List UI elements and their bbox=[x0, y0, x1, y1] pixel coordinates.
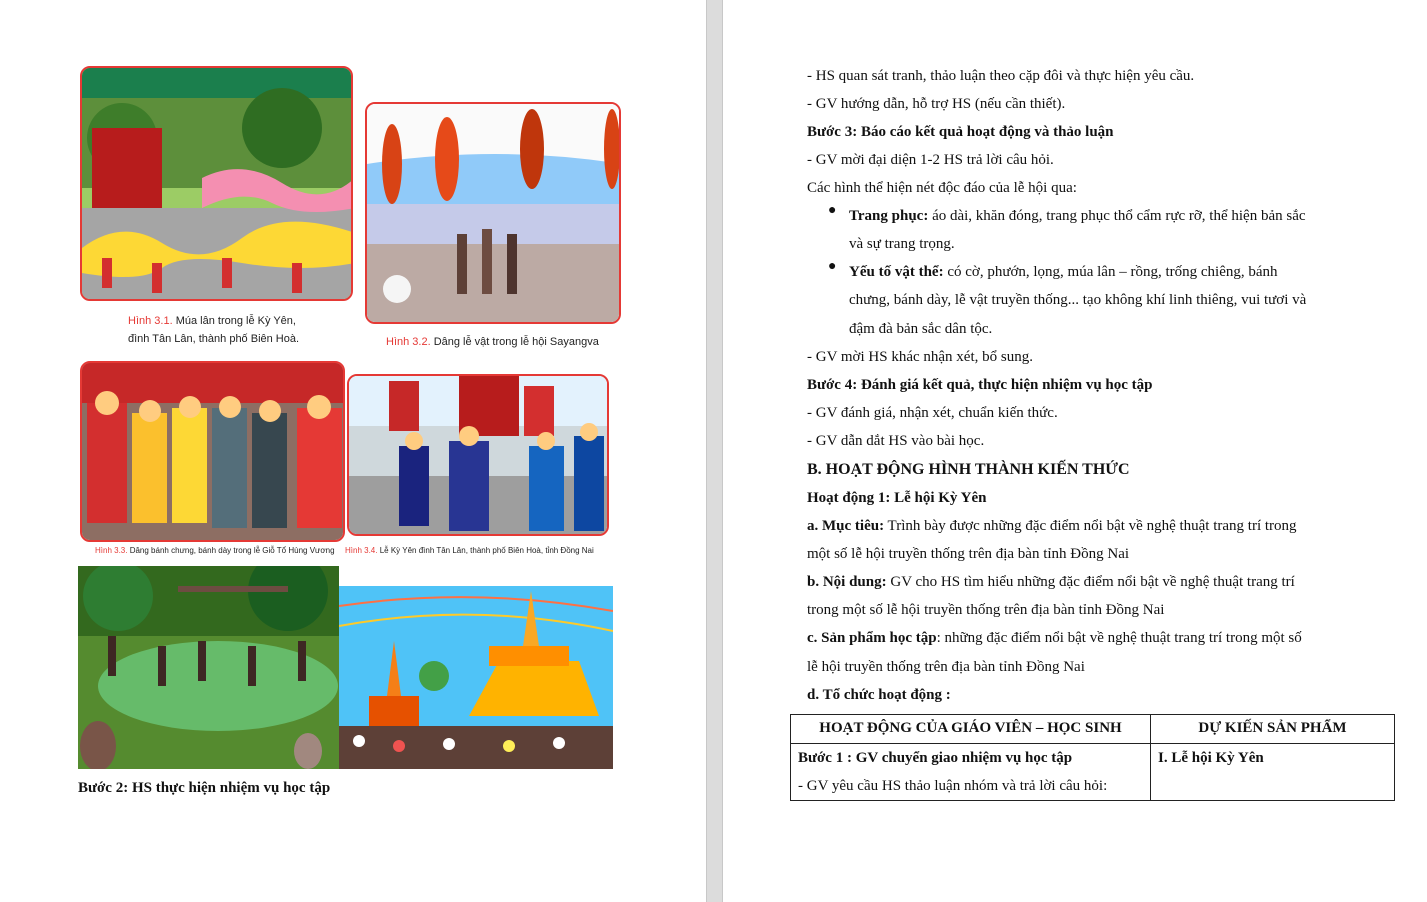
content-text: GV cho HS tìm hiểu những đặc điểm nổi bật về nghệ thuật trang trí bbox=[886, 574, 1295, 590]
step2-heading: Bước 2: HS thực hiện nhiệm vụ học tập bbox=[78, 780, 331, 796]
photo-hung-vuong-offering-image bbox=[82, 363, 345, 542]
text-line: trong một số lễ hội truyền thống trên địa bàn tỉnh Đồng Nai bbox=[807, 602, 1165, 618]
text-line: - HS quan sát tranh, thảo luận theo cặp đôi và thực hiện yêu cầu. bbox=[807, 68, 1195, 84]
photo-khmer-pagoda bbox=[339, 586, 613, 769]
bullet-text: áo dài, khăn đóng, trang phục thổ cẩm rực rỡ, thể hiện bản sắc bbox=[928, 208, 1306, 224]
step4-heading: Bước 4: Đánh giá kết quả, thực hiện nhiệm vụ học tập bbox=[807, 377, 1153, 393]
text-line: một số lễ hội truyền thống trên địa bàn tỉnh Đồng Nai bbox=[807, 546, 1130, 562]
photo-gong-dance-image bbox=[78, 566, 339, 769]
bullet-title: Trang phục: bbox=[849, 208, 929, 224]
bullet-item-costume bbox=[849, 202, 1306, 230]
bullet-item-objects bbox=[849, 258, 1278, 286]
fig-text: Lễ Kỳ Yên đình Tân Lân, thành phố Biên Hoà, tỉnh Đồng Nai bbox=[379, 546, 594, 555]
cell-text: - GV yêu cầu HS thảo luận nhóm và trả lời câu hỏi: bbox=[798, 778, 1108, 794]
photo-lion-dance-image bbox=[82, 68, 353, 301]
text-line: - GV dẫn dắt HS vào bài học. bbox=[807, 433, 985, 449]
organize-heading: d. Tổ chức hoạt động : bbox=[807, 687, 951, 703]
table-header-row bbox=[791, 715, 1395, 744]
document-page-left bbox=[0, 0, 706, 902]
objective-text: Trình bày được những đặc điểm nổi bật về nghệ thuật trang trí trong bbox=[884, 518, 1297, 534]
activity1-heading: Hoạt động 1: Lễ hội Kỳ Yên bbox=[807, 490, 987, 506]
fig-text: Dâng lễ vật trong lễ hội Sayangva bbox=[433, 336, 599, 348]
text-line: - GV mời đại diện 1-2 HS trả lời câu hỏi. bbox=[807, 152, 1054, 168]
caption-fig-3-2 bbox=[386, 333, 599, 351]
photo-hung-vuong-offering bbox=[80, 361, 345, 542]
photo-offering-ceremony bbox=[365, 102, 621, 324]
content-label: b. Nội dung: bbox=[807, 574, 887, 590]
table-header: HOẠT ĐỘNG CỦA GIÁO VIÊN – HỌC SINH bbox=[791, 715, 1151, 744]
photo-lion-dance bbox=[80, 66, 353, 301]
table-header: DỰ KIẾN SẢN PHẨM bbox=[1151, 715, 1395, 744]
bullet-text-line: và sự trang trọng. bbox=[849, 236, 955, 252]
bullet-text-line: đậm đà bản sắc dân tộc. bbox=[849, 321, 993, 337]
photo-ky-yen-procession bbox=[347, 374, 609, 536]
table-cell-activity bbox=[791, 744, 1151, 801]
fig-label: Hình 3.1. bbox=[128, 315, 173, 327]
text-line: Các hình thể hiện nét độc đáo của lễ hội qua: bbox=[807, 180, 1077, 196]
text-line: - GV hướng dẫn, hỗ trợ HS (nếu cần thiết). bbox=[807, 96, 1066, 112]
fig-label: Hình 3.4. bbox=[345, 546, 378, 555]
fig-text: Dâng bánh chưng, bánh dày trong lễ Giỗ Tổ Hùng Vương bbox=[129, 546, 335, 555]
page-gutter bbox=[706, 0, 723, 902]
fig-text-line2: đình Tân Lân, thành phố Biên Hoà. bbox=[128, 333, 300, 345]
photo-ky-yen-procession-image bbox=[349, 376, 609, 536]
step3-heading: Bước 3: Báo cáo kết quả hoạt động và thảo luận bbox=[807, 124, 1114, 140]
bullet-text-line: chưng, bánh dày, lễ vật truyền thống... tạo không khí linh thiêng, vui tươi và bbox=[849, 292, 1307, 308]
cell-title: Bước 1 : GV chuyển giao nhiệm vụ học tập bbox=[798, 750, 1073, 766]
table-row bbox=[791, 744, 1395, 801]
caption-fig-3-4 bbox=[345, 545, 594, 557]
bullet-icon: ● bbox=[828, 259, 837, 274]
bullet-title: Yếu tố vật thể: bbox=[849, 264, 944, 280]
caption-fig-3-3 bbox=[95, 545, 335, 557]
bullet-icon: ● bbox=[828, 203, 837, 218]
product-line bbox=[807, 624, 1302, 652]
objective-label: a. Mục tiêu: bbox=[807, 518, 885, 534]
fig-label: Hình 3.2. bbox=[386, 336, 431, 348]
fig-label: Hình 3.3. bbox=[95, 546, 128, 555]
product-label: c. Sản phẩm học tập bbox=[807, 630, 937, 646]
text-line: - GV đánh giá, nhận xét, chuẩn kiến thức. bbox=[807, 405, 1058, 421]
content-line bbox=[807, 568, 1295, 596]
fig-text: Múa lân trong lễ Kỳ Yên, bbox=[175, 315, 296, 327]
photo-khmer-pagoda-image bbox=[339, 586, 613, 769]
product-text: : những đặc điểm nổi bật về nghệ thuật trang trí trong một số bbox=[936, 630, 1302, 646]
photo-offering-ceremony-image bbox=[367, 104, 621, 324]
document-page-right bbox=[723, 0, 1427, 902]
caption-fig-3-1 bbox=[128, 312, 299, 348]
text-line: lễ hội truyền thống trên địa bàn tỉnh Đồng Nai bbox=[807, 659, 1085, 675]
objective-line bbox=[807, 512, 1297, 540]
cell-title: I. Lễ hội Kỳ Yên bbox=[1158, 750, 1264, 766]
activity-table bbox=[790, 714, 1395, 801]
bullet-text: có cờ, phướn, lọng, múa lân – rồng, trống chiêng, bánh bbox=[943, 264, 1278, 280]
section-b-heading: B. HOẠT ĐỘNG HÌNH THÀNH KIẾN THỨC bbox=[807, 461, 1130, 478]
text-line: - GV mời HS khác nhận xét, bổ sung. bbox=[807, 349, 1033, 365]
photo-gong-dance bbox=[78, 566, 339, 769]
table-cell-product bbox=[1151, 744, 1395, 801]
